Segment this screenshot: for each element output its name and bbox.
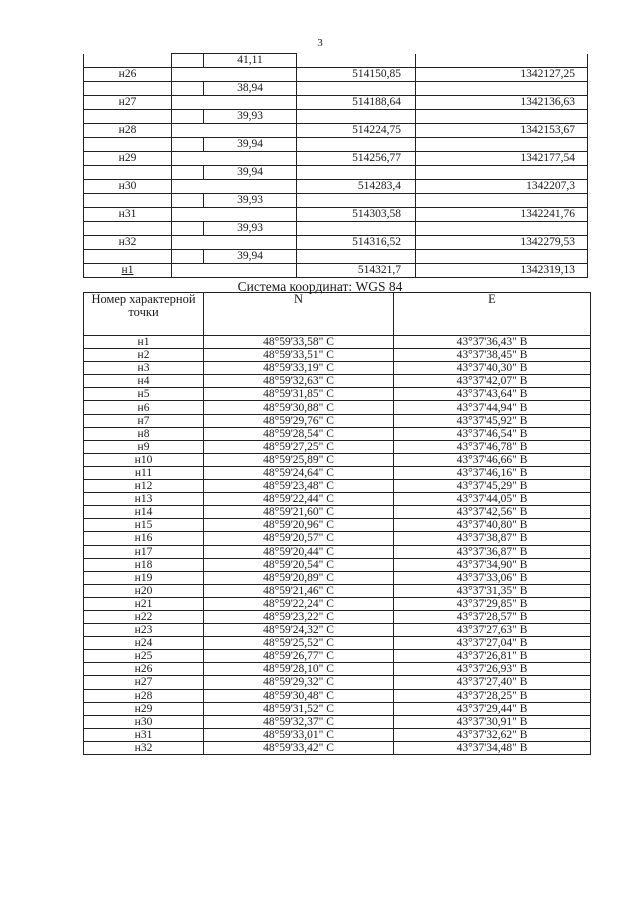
point-cell-empty	[84, 222, 172, 236]
point-cell: н22	[84, 610, 204, 623]
table-row	[84, 250, 588, 264]
point-cell: н1	[84, 336, 204, 349]
y-cell: 1342207,3	[416, 180, 588, 194]
table-row	[84, 493, 591, 506]
longitude-cell: 43°37'45,29" В	[394, 480, 591, 493]
point-cell-empty	[84, 54, 172, 68]
longitude-cell: 43°37'33,06" В	[394, 571, 591, 584]
longitude-cell: 43°37'34,90" В	[394, 558, 591, 571]
distance-cell-empty	[172, 236, 297, 250]
coordinate-system-caption: Система координат: WGS 84	[237, 279, 403, 294]
distance-cell: 39,93	[204, 222, 297, 236]
table-row	[84, 110, 588, 124]
table-row	[84, 532, 591, 545]
point-cell: н7	[84, 414, 204, 427]
point-cell: н18	[84, 558, 204, 571]
table-row	[84, 388, 591, 401]
longitude-cell: 43°37'29,44" В	[394, 702, 591, 715]
table-row	[84, 264, 588, 278]
point-cell: н32	[84, 236, 172, 250]
longitude-cell: 43°37'45,92" В	[394, 414, 591, 427]
distance-cell: 39,94	[204, 250, 297, 264]
point-cell: н29	[84, 702, 204, 715]
x-cell-empty	[297, 250, 416, 264]
x-cell: 514224,75	[297, 124, 416, 138]
latitude-cell: 48°59'28,54" С	[204, 427, 394, 440]
x-cell-empty	[297, 138, 416, 152]
table-row	[84, 194, 588, 208]
x-cell: 514283,4	[297, 180, 416, 194]
point-cell: н8	[84, 427, 204, 440]
point-cell: н28	[84, 124, 172, 138]
x-cell: 514316,52	[297, 236, 416, 250]
distance-cell: 38,94	[204, 82, 297, 96]
table-row	[84, 96, 588, 110]
point-cell: н31	[84, 728, 204, 741]
longitude-cell: 43°37'42,07" В	[394, 375, 591, 388]
distance-cell-empty	[172, 208, 297, 222]
point-cell: н2	[84, 349, 204, 362]
latitude-cell: 48°59'30,48" С	[204, 689, 394, 702]
point-cell: н9	[84, 440, 204, 453]
table-row	[84, 545, 591, 558]
longitude-cell: 43°37'28,25" В	[394, 689, 591, 702]
point-cell: н26	[84, 68, 172, 82]
coordinates-table-wgs84	[83, 292, 591, 755]
point-cell: н10	[84, 453, 204, 466]
longitude-cell: 43°37'46,54" В	[394, 427, 591, 440]
table-row	[84, 180, 588, 194]
x-cell: 514150,85	[297, 68, 416, 82]
distance-cell: 39,93	[204, 194, 297, 208]
header-e: E	[394, 293, 591, 336]
point-cell-empty	[84, 194, 172, 208]
spacer-cell	[172, 166, 204, 180]
header-point-number: Номер характерной точки	[84, 293, 204, 336]
coordinates-table-wgs84-body	[84, 336, 591, 755]
distance-cell-empty	[172, 68, 297, 82]
point-cell: н6	[84, 401, 204, 414]
table-row	[84, 728, 591, 741]
latitude-cell: 48°59'33,19" С	[204, 362, 394, 375]
distance-cell-empty	[172, 180, 297, 194]
point-cell-empty	[84, 166, 172, 180]
latitude-cell: 48°59'23,48" С	[204, 480, 394, 493]
point-cell: н5	[84, 388, 204, 401]
table-row	[84, 427, 591, 440]
distance-cell: 39,93	[204, 110, 297, 124]
y-cell: 1342136,63	[416, 96, 588, 110]
point-cell: н16	[84, 532, 204, 545]
table-row	[84, 689, 591, 702]
coordinates-table-local	[83, 53, 588, 278]
table-row	[84, 453, 591, 466]
latitude-cell: 48°59'20,54" С	[204, 558, 394, 571]
table-row	[84, 506, 591, 519]
latitude-cell: 48°59'31,85" С	[204, 388, 394, 401]
distance-cell: 39,94	[204, 166, 297, 180]
longitude-cell: 43°37'40,80" В	[394, 519, 591, 532]
longitude-cell: 43°37'29,85" В	[394, 597, 591, 610]
table-row	[84, 222, 588, 236]
longitude-cell: 43°37'42,56" В	[394, 506, 591, 519]
x-cell: 514188,64	[297, 96, 416, 110]
point-cell-empty	[84, 82, 172, 96]
table-row	[84, 715, 591, 728]
latitude-cell: 48°59'20,96" С	[204, 519, 394, 532]
point-cell: н29	[84, 152, 172, 166]
longitude-cell: 43°37'36,43" В	[394, 336, 591, 349]
y-cell-empty	[416, 222, 588, 236]
table-row	[84, 610, 591, 623]
longitude-cell: 43°37'46,78" В	[394, 440, 591, 453]
longitude-cell: 43°37'43,64" В	[394, 388, 591, 401]
latitude-cell: 48°59'20,89" С	[204, 571, 394, 584]
longitude-cell: 43°37'34,48" В	[394, 741, 591, 754]
point-cell: н19	[84, 571, 204, 584]
latitude-cell: 48°59'20,44" С	[204, 545, 394, 558]
latitude-cell: 48°59'22,44" С	[204, 493, 394, 506]
latitude-cell: 48°59'31,52" С	[204, 702, 394, 715]
latitude-cell: 48°59'21,60" С	[204, 506, 394, 519]
latitude-cell: 48°59'29,76" С	[204, 414, 394, 427]
latitude-cell: 48°59'32,63" С	[204, 375, 394, 388]
table-row	[84, 166, 588, 180]
table-row	[84, 480, 591, 493]
distance-cell-empty	[172, 96, 297, 110]
distance-cell: 41,11	[204, 54, 297, 68]
table-row	[84, 336, 591, 349]
point-cell: н20	[84, 584, 204, 597]
point-cell: н21	[84, 597, 204, 610]
table-row	[84, 676, 591, 689]
point-cell: н32	[84, 741, 204, 754]
longitude-cell: 43°37'44,05" В	[394, 493, 591, 506]
point-cell: н11	[84, 466, 204, 479]
header-n: N	[204, 293, 394, 336]
y-cell-empty	[416, 110, 588, 124]
point-cell: н15	[84, 519, 204, 532]
y-cell-empty	[416, 82, 588, 96]
point-cell: н12	[84, 480, 204, 493]
table-row	[84, 124, 588, 138]
latitude-cell: 48°59'30,88" С	[204, 401, 394, 414]
point-cell: н23	[84, 624, 204, 637]
x-cell: 514321,7	[297, 264, 416, 278]
point-cell-empty	[84, 110, 172, 124]
x-cell-empty	[297, 222, 416, 236]
longitude-cell: 43°37'40,30" В	[394, 362, 591, 375]
point-cell: н14	[84, 506, 204, 519]
table-row	[84, 208, 588, 222]
table-row	[84, 362, 591, 375]
table-row	[84, 558, 591, 571]
latitude-cell: 48°59'28,10" С	[204, 663, 394, 676]
latitude-cell: 48°59'33,58" С	[204, 336, 394, 349]
y-cell-empty	[416, 138, 588, 152]
longitude-cell: 43°37'46,66" В	[394, 453, 591, 466]
latitude-cell: 48°59'33,01" С	[204, 728, 394, 741]
table-row	[84, 414, 591, 427]
x-cell-empty	[297, 194, 416, 208]
distance-cell-empty	[172, 124, 297, 138]
table-row	[84, 349, 591, 362]
table-row	[84, 650, 591, 663]
longitude-cell: 43°37'36,87" В	[394, 545, 591, 558]
point-cell: н3	[84, 362, 204, 375]
table-row	[84, 54, 588, 68]
table-row	[84, 236, 588, 250]
table-row	[84, 82, 588, 96]
table-row	[84, 637, 591, 650]
point-cell: н25	[84, 650, 204, 663]
longitude-cell: 43°37'46,16" В	[394, 466, 591, 479]
table-row	[84, 466, 591, 479]
x-cell-empty	[297, 82, 416, 96]
longitude-cell: 43°37'27,63" В	[394, 624, 591, 637]
table-row	[84, 440, 591, 453]
point-cell: н30	[84, 180, 172, 194]
x-cell: 514303,58	[297, 208, 416, 222]
x-cell-empty	[297, 54, 416, 68]
point-cell-empty	[84, 250, 172, 264]
point-cell: н26	[84, 663, 204, 676]
y-cell: 1342177,54	[416, 152, 588, 166]
latitude-cell: 48°59'27,25" С	[204, 440, 394, 453]
longitude-cell: 43°37'38,87" В	[394, 532, 591, 545]
y-cell-empty	[416, 166, 588, 180]
point-cell: н17	[84, 545, 204, 558]
point-cell: н1	[84, 264, 172, 278]
table-row	[84, 519, 591, 532]
longitude-cell: 43°37'44,94" В	[394, 401, 591, 414]
spacer-cell	[172, 194, 204, 208]
table-row	[84, 401, 591, 414]
spacer-cell	[172, 222, 204, 236]
latitude-cell: 48°59'24,64" С	[204, 466, 394, 479]
table-row	[84, 375, 591, 388]
table-row	[84, 663, 591, 676]
y-cell: 1342153,67	[416, 124, 588, 138]
latitude-cell: 48°59'26,77" С	[204, 650, 394, 663]
point-cell: н27	[84, 96, 172, 110]
table-row	[84, 702, 591, 715]
point-cell: н28	[84, 689, 204, 702]
x-cell-empty	[297, 110, 416, 124]
table-header-row	[84, 293, 591, 336]
distance-cell-empty	[172, 152, 297, 166]
x-cell: 514256,77	[297, 152, 416, 166]
longitude-cell: 43°37'27,40" В	[394, 676, 591, 689]
y-cell: 1342279,53	[416, 236, 588, 250]
coordinates-table-local-body	[84, 54, 588, 278]
table-row	[84, 68, 588, 82]
point-cell: н31	[84, 208, 172, 222]
page-number: 3	[317, 37, 323, 49]
point-cell: н4	[84, 375, 204, 388]
y-cell: 1342319,13	[416, 264, 588, 278]
longitude-cell: 43°37'31,35" В	[394, 584, 591, 597]
latitude-cell: 48°59'24,32" С	[204, 624, 394, 637]
longitude-cell: 43°37'26,93" В	[394, 663, 591, 676]
latitude-cell: 48°59'33,42" С	[204, 741, 394, 754]
point-cell: н24	[84, 637, 204, 650]
point-cell: н30	[84, 715, 204, 728]
latitude-cell: 48°59'25,52" С	[204, 637, 394, 650]
longitude-cell: 43°37'27,04" В	[394, 637, 591, 650]
spacer-cell	[172, 250, 204, 264]
y-cell-empty	[416, 54, 588, 68]
y-cell: 1342127,25	[416, 68, 588, 82]
distance-cell: 39,94	[204, 138, 297, 152]
table-row	[84, 624, 591, 637]
longitude-cell: 43°37'30,91" В	[394, 715, 591, 728]
table-row	[84, 597, 591, 610]
table-row	[84, 138, 588, 152]
point-cell-empty	[84, 138, 172, 152]
latitude-cell: 48°59'29,32" С	[204, 676, 394, 689]
spacer-cell	[172, 110, 204, 124]
y-cell-empty	[416, 194, 588, 208]
y-cell: 1342241,76	[416, 208, 588, 222]
latitude-cell: 48°59'33,51" С	[204, 349, 394, 362]
latitude-cell: 48°59'21,46" С	[204, 584, 394, 597]
longitude-cell: 43°37'26,81" В	[394, 650, 591, 663]
table-row	[84, 584, 591, 597]
longitude-cell: 43°37'38,45" В	[394, 349, 591, 362]
latitude-cell: 48°59'32,37" С	[204, 715, 394, 728]
y-cell-empty	[416, 250, 588, 264]
spacer-cell	[172, 138, 204, 152]
point-cell: н27	[84, 676, 204, 689]
point-cell: н13	[84, 493, 204, 506]
distance-cell-empty	[172, 264, 297, 278]
latitude-cell: 48°59'23,22" С	[204, 610, 394, 623]
table-row	[84, 152, 588, 166]
longitude-cell: 43°37'32,62" В	[394, 728, 591, 741]
table-row	[84, 571, 591, 584]
table-row	[84, 741, 591, 754]
longitude-cell: 43°37'28,57" В	[394, 610, 591, 623]
latitude-cell: 48°59'25,89" С	[204, 453, 394, 466]
spacer-cell	[172, 82, 204, 96]
spacer-cell	[172, 54, 204, 68]
latitude-cell: 48°59'22,24" С	[204, 597, 394, 610]
x-cell-empty	[297, 166, 416, 180]
latitude-cell: 48°59'20,57" С	[204, 532, 394, 545]
